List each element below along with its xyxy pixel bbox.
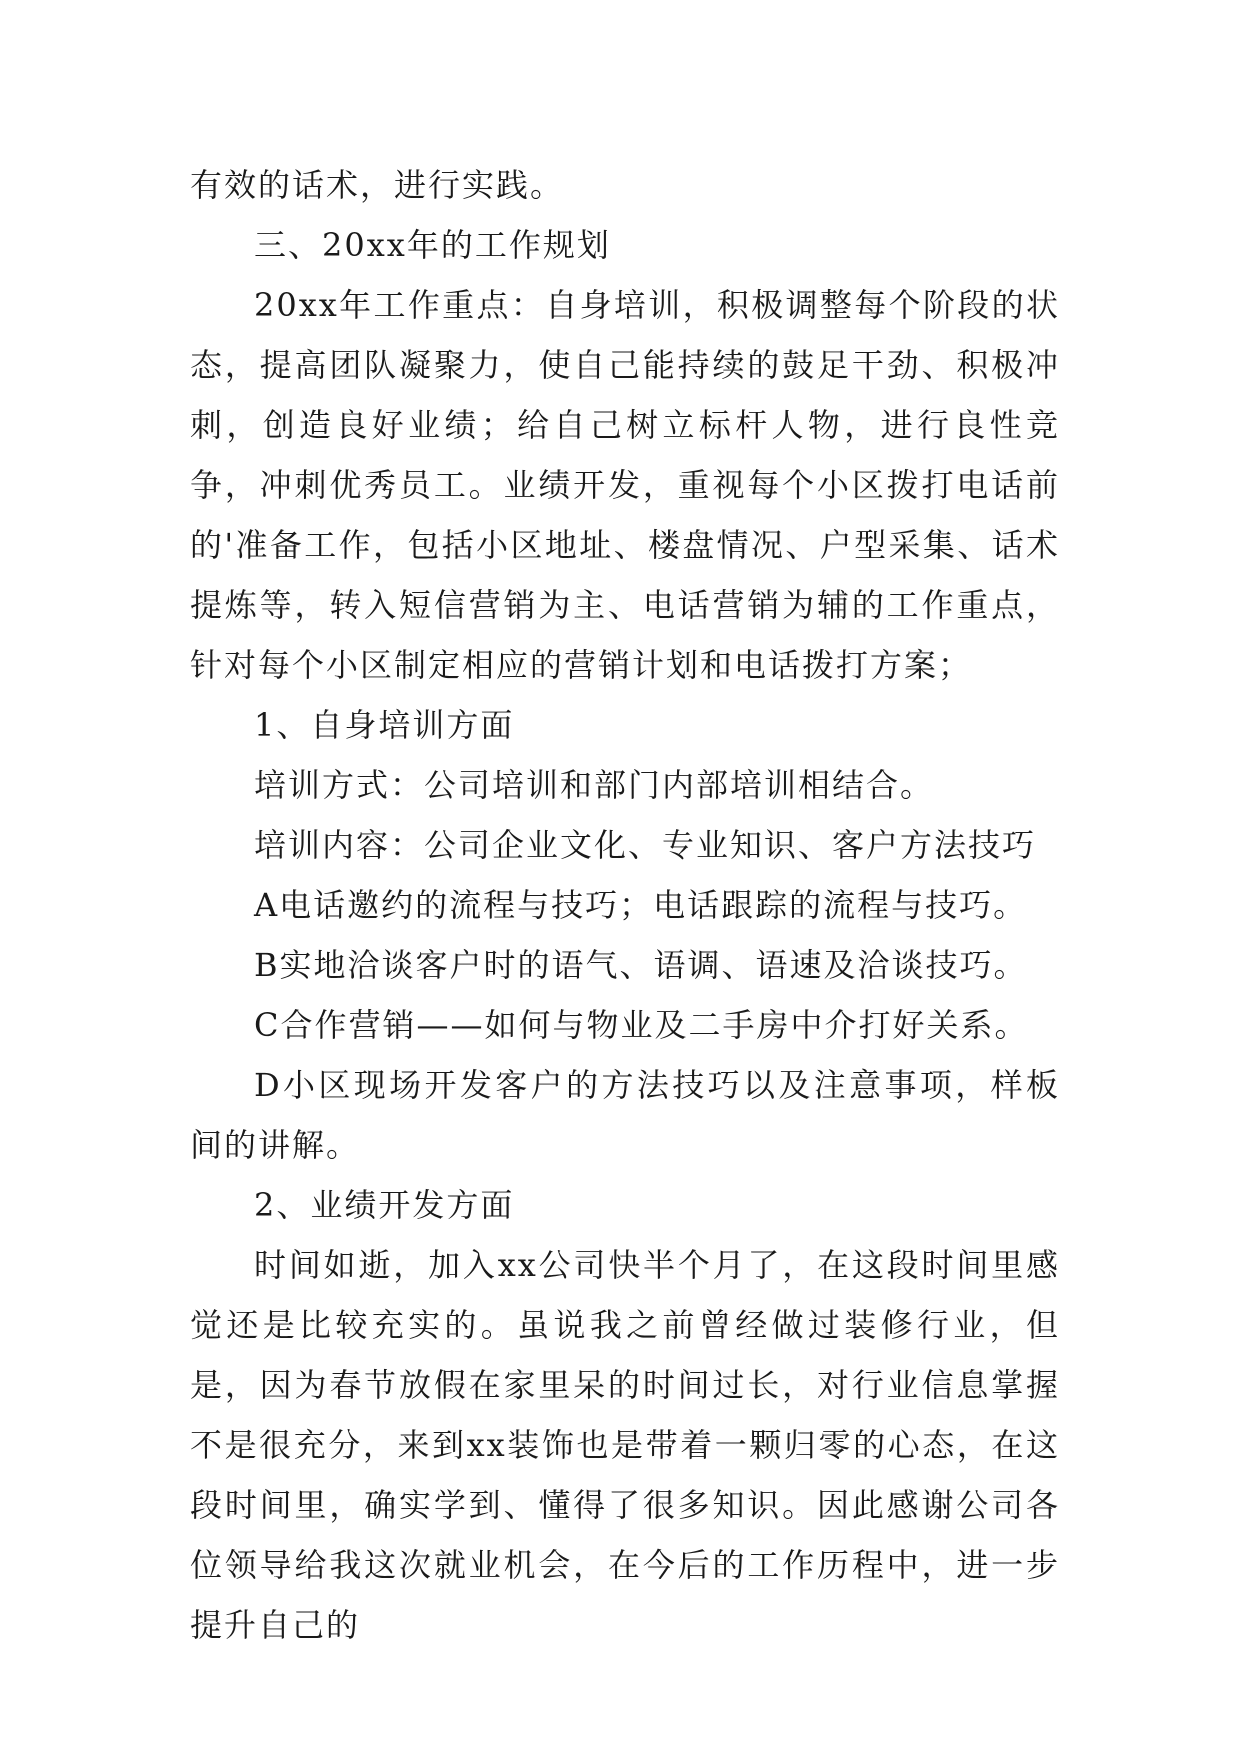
document-body [190,155,1060,1655]
paragraph-training-method: 培训方式：公司培训和部门内部培训相结合。 [254,766,935,804]
list-item-c: C合作营销——如何与物业及二手房中介打好关系。 [254,1006,1029,1044]
list-item-b: B实地洽谈客户时的语气、语调、语速及洽谈技巧。 [254,946,1028,984]
paragraph-reflection: 时间如逝，加入xx公司快半个月了，在这段时间里感觉还是比较充实的。虽说我之前曾经做过装修行业，但是，因为春节放假在家里呆的时间过长，对行业信息掌握不是很充分，来到xx装饰也是带着一颗归零的心态，在这段时间里，确实学到、懂得了很多知识。因此感谢公司各位领导给我这次就业机会，在今后的工作历程中，进一步提升自己的 [190,1246,1060,1644]
paragraph-continuation: 有效的话术，进行实践。 [190,166,565,204]
section-heading-work-plan: 三、20xx年的工作规划 [254,226,611,264]
subheading-self-training: 1、自身培训方面 [254,706,515,744]
paragraph-training-content: 培训内容：公司企业文化、专业知识、客户方法技巧 [254,826,1037,864]
paragraph-work-focus: 20xx年工作重点：自身培训，积极调整每个阶段的状态，提高团队凝聚力，使自己能持续的鼓足干劲、积极冲刺，创造良好业绩；给自己树立标杆人物，进行良性竞争，冲刺优秀员工。业绩开发，重视每个小区拨打电话前的'准备工作，包括小区地址、楼盘情况、户型采集、话术提炼等，转入短信营销为主、电话营销为辅的工作重点，针对每个小区制定相应的营销计划和电话拨打方案； [190,286,1060,684]
list-item-d: D小区现场开发客户的方法技巧以及注意事项，样板间的讲解。 [190,1066,1060,1164]
list-item-a: A电话邀约的流程与技巧；电话跟踪的流程与技巧。 [254,886,1028,924]
subheading-performance: 2、业绩开发方面 [254,1186,515,1224]
